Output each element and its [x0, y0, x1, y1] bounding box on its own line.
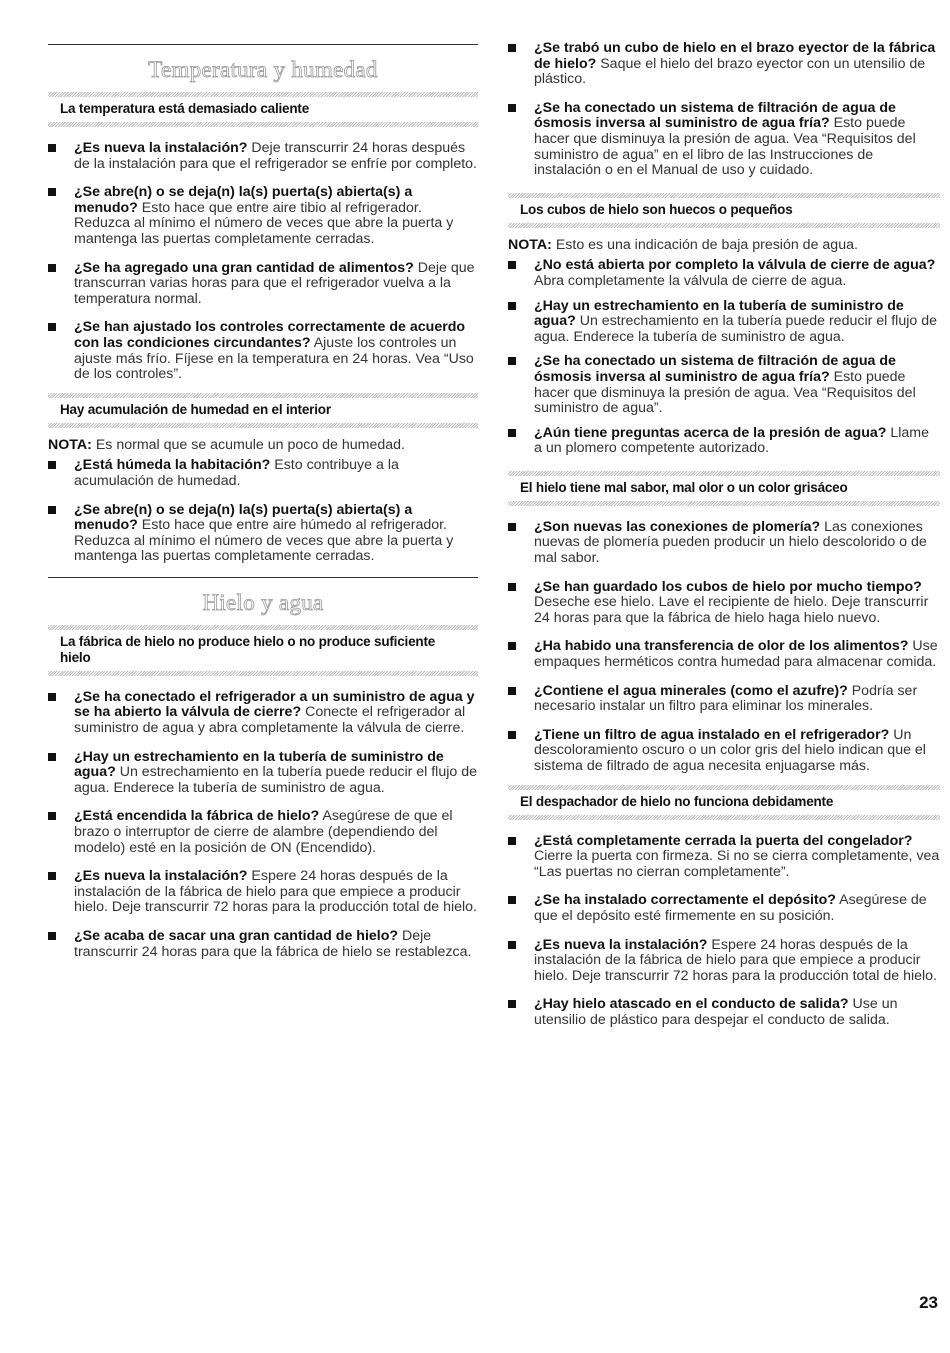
- bullet-icon: [508, 583, 516, 591]
- subhead-cubos-huecos: Los cubos de hielo son huecos o pequeños: [520, 201, 793, 217]
- bullet-icon: [508, 429, 516, 437]
- right-column: [508, 41, 940, 1042]
- list-humedad-interior: [48, 458, 478, 565]
- bullet-icon: [48, 188, 56, 196]
- list-item: ¿Es nueva la instalación? Deje transcurrir 24 horas después de la instalación para que el refrigerador se enfríe por completo.: [48, 141, 478, 172]
- bullet-icon: [508, 731, 516, 739]
- bullet-icon: [508, 687, 516, 695]
- list-item: ¿Está húmeda la habitación? Esto contribuye a la acumulación de humedad.: [48, 458, 478, 489]
- note-presion: NOTA: Esto es una indicación de baja presión de agua.: [508, 236, 858, 253]
- list-item: ¿Se trabó un cubo de hielo en el brazo eyector de la fábrica de hielo? Saque el hielo del brazo eyector con un utensilio de plástico.: [508, 41, 940, 88]
- page-number: 23: [919, 1293, 938, 1312]
- list-item: ¿Se ha agregado una gran cantidad de alimentos? Deje que transcurran varias horas para que el refrigerador vuelva a la temperatura normal.: [48, 261, 478, 308]
- section-title-hielo-agua: Hielo y agua: [48, 577, 478, 625]
- list-item: ¿Está encendida la fábrica de hielo? Asegúrese de que el brazo o interruptor de cierre de alambre (dependiendo del modelo) esté en la posición de ON (Encendido).: [48, 809, 478, 856]
- subhead-fabrica-hielo: La fábrica de hielo no produce hielo o no produce suficiente hielo: [60, 633, 436, 665]
- list-item: ¿Está completamente cerrada la puerta del congelador? Cierre la puerta con firmeza. Si no se cierra completamente, vea “Las puertas no cierran completamente”.: [508, 834, 940, 881]
- list-item: ¿Aún tiene preguntas acerca de la presión de agua? Llame a un plomero competente autorizado.: [508, 426, 940, 457]
- list-item: ¿Tiene un filtro de agua instalado en el refrigerador? Un descoloramiento oscuro o un color gris del hielo indican que el sistema de filtrado de agua necesita enjuagarse más.: [508, 728, 940, 775]
- subhead-mal-sabor: El hielo tiene mal sabor, mal olor o un color grisáceo: [520, 479, 848, 495]
- list-item: ¿Se abre(n) o se deja(n) la(s) puerta(s) abierta(s) a menudo? Esto hace que entre aire tibio al refrigerador. Reduzca al mínimo el número de veces que abre la puerta y mantenga las puertas completamente cerradas.: [48, 185, 478, 247]
- divider: [508, 815, 940, 820]
- bullet-icon: [508, 837, 516, 845]
- list-item: ¿Contiene el agua minerales (como el azufre)? Podría ser necesario instalar un filtro para eliminar los minerales.: [508, 684, 940, 715]
- bullet-icon: [48, 932, 56, 940]
- list-item: ¿Hay un estrechamiento en la tubería de suministro de agua? Un estrechamiento en la tubería puede reducir el flujo de agua. Enderece la tubería de suministro de agua.: [48, 750, 478, 797]
- bullet-icon: [48, 753, 56, 761]
- list-item: ¿Se abre(n) o se deja(n) la(s) puerta(s) abierta(s) a menudo? Esto hace que entre aire húmedo al refrigerador. Reduzca al mínimo el número de veces que abre la puerta y mantenga las puertas completamente cerradas.: [48, 503, 478, 565]
- bullet-icon: [508, 941, 516, 949]
- list-item: ¿Ha habido una transferencia de olor de los alimentos? Use empaques herméticos contra humedad para almacenar comida.: [508, 639, 940, 670]
- note-humedad: NOTA: Es normal que se acumule un poco de humedad.: [48, 436, 405, 453]
- divider: [508, 501, 940, 506]
- bullet-icon: [48, 872, 56, 880]
- subhead-temperatura-caliente: La temperatura está demasiado caliente: [60, 101, 310, 116]
- bullet-icon: [48, 812, 56, 820]
- bullet-icon: [508, 642, 516, 650]
- bullet-icon: [508, 261, 516, 269]
- left-column: [48, 44, 478, 973]
- list-item: ¿Se ha conectado el refrigerador a un suministro de agua y se ha abierto la válvula de cierre? Conecte el refrigerador al suministro de agua y abra completamente la válvula de cierre.: [48, 690, 478, 737]
- divider: [508, 223, 940, 228]
- bullet-icon: [48, 264, 56, 272]
- bullet-icon: [508, 523, 516, 531]
- bullet-icon: [508, 302, 516, 310]
- bullet-icon: [508, 1000, 516, 1008]
- bullet-icon: [48, 323, 56, 331]
- bullet-icon: [508, 896, 516, 904]
- list-mal-sabor: [508, 520, 940, 775]
- list-hielo-continuacion: [508, 41, 940, 179]
- list-fabrica-hielo: [48, 690, 478, 960]
- list-item: ¿Es nueva la instalación? Espere 24 horas después de la instalación de la fábrica de hielo para que empiece a producir hielo. Deje transcurrir 72 horas para la producción total de hielo.: [508, 938, 940, 985]
- bullet-icon: [508, 44, 516, 52]
- list-item: ¿Se ha conectado un sistema de filtración de agua de ósmosis inversa al suministro de agua fría? Esto puede hacer que disminuya la presión de agua. Vea “Requisitos del suministro de agua”.: [508, 354, 940, 416]
- list-cubos-huecos: [508, 258, 940, 457]
- bullet-icon: [508, 104, 516, 112]
- section-title-temperatura: Temperatura y humedad: [48, 44, 478, 92]
- divider: [48, 671, 478, 676]
- list-despachador: [508, 834, 940, 1029]
- bullet-icon: [48, 144, 56, 152]
- list-item: ¿Es nueva la instalación? Espere 24 horas después de la instalación de la fábrica de hielo para que empiece a producir hielo. Deje transcurrir 72 horas para la producción total de hielo.: [48, 869, 478, 916]
- divider: [48, 423, 478, 428]
- list-item: ¿No está abierta por completo la válvula de cierre de agua? Abra completamente la válvula de cierre de agua.: [508, 258, 940, 289]
- divider: [48, 122, 478, 127]
- list-item: ¿Se acaba de sacar una gran cantidad de hielo? Deje transcurrir 24 horas para que la fábrica de hielo se restablezca.: [48, 929, 478, 960]
- bullet-icon: [48, 461, 56, 469]
- list-temperatura-caliente: [48, 141, 478, 383]
- bullet-icon: [48, 693, 56, 701]
- list-item: ¿Se han ajustado los controles correctamente de acuerdo con las condiciones circundantes? Ajuste los controles un ajuste más frío. Fíjese en la temperatura en 24 horas. Vea “Uso de los controles”.: [48, 320, 478, 382]
- list-item: ¿Hay un estrechamiento en la tubería de suministro de agua? Un estrechamiento en la tubería puede reducir el flujo de agua. Enderece la tubería de suministro de agua.: [508, 299, 940, 346]
- bullet-icon: [508, 357, 516, 365]
- list-item: ¿Se ha instalado correctamente el depósito? Asegúrese de que el depósito esté firmemente en su posición.: [508, 893, 940, 924]
- subhead-despachador: El despachador de hielo no funciona debidamente: [520, 793, 834, 809]
- bullet-icon: [48, 506, 56, 514]
- list-item: ¿Se han guardado los cubos de hielo por mucho tiempo? Deseche ese hielo. Lave el recipiente de hielo. Deje transcurrir 24 horas para que la fábrica de hielo haga hielo nuevo.: [508, 580, 940, 627]
- list-item: ¿Hay hielo atascado en el conducto de salida? Use un utensilio de plástico para despejar el conducto de salida.: [508, 997, 940, 1028]
- subhead-humedad-interior: Hay acumulación de humedad en el interior: [60, 401, 331, 417]
- list-item: ¿Son nuevas las conexiones de plomería? Las conexiones nuevas de plomería pueden producir un hielo descolorido o de mal sabor.: [508, 520, 940, 567]
- list-item: ¿Se ha conectado un sistema de filtración de agua de ósmosis inversa al suministro de agua fría? Esto puede hacer que disminuya la presión de agua. Vea “Requisitos del suministro de agua” en el libro de las Instrucciones de instalación o en el Manual de uso y cuidado.: [508, 101, 940, 179]
